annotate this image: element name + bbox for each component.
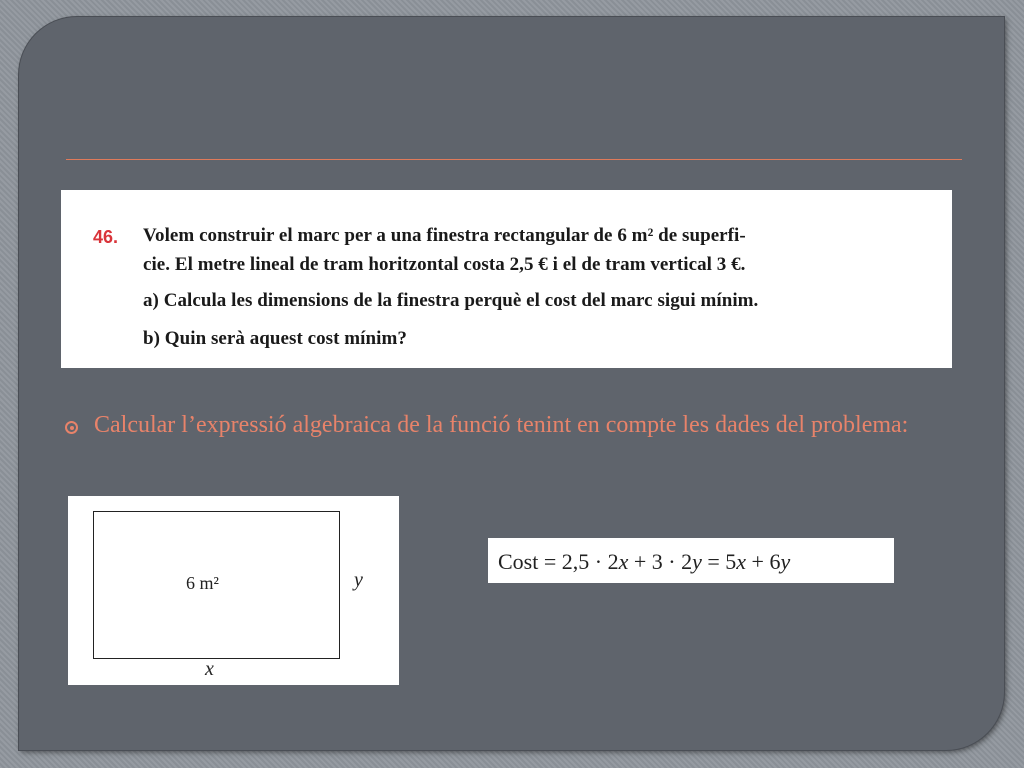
area-label: 6 m²: [186, 573, 219, 593]
bullet-text: Calcular l’expressió algebraica de la funció tenint en compte les dades del problema:: [94, 412, 909, 438]
cost-formula-text: Cost = 2,5 · 2x + 3 · 2y = 5x + 6y: [498, 549, 791, 574]
problem-part-b: b) Quin serà aquest cost mínim?: [143, 328, 407, 349]
problem-line-1: Volem construir el marc per a una finestra rectangular de 6 m² de superfi-: [143, 225, 746, 246]
problem-line-2: cie. El metre lineal de tram horitzontal costa 2,5 € i el de tram vertical 3 €.: [143, 254, 746, 275]
height-label: y: [354, 569, 363, 591]
cost-formula: [488, 538, 894, 583]
problem-number: 46.: [93, 227, 119, 247]
problem-statement-image: [61, 190, 952, 368]
bullet-icon: [65, 421, 78, 434]
width-label: x: [205, 658, 214, 680]
window-diagram: [68, 496, 399, 685]
title-divider: [66, 159, 962, 160]
problem-part-a: a) Calcula les dimensions de la finestra perquè el cost del marc sigui mínim.: [143, 290, 759, 311]
